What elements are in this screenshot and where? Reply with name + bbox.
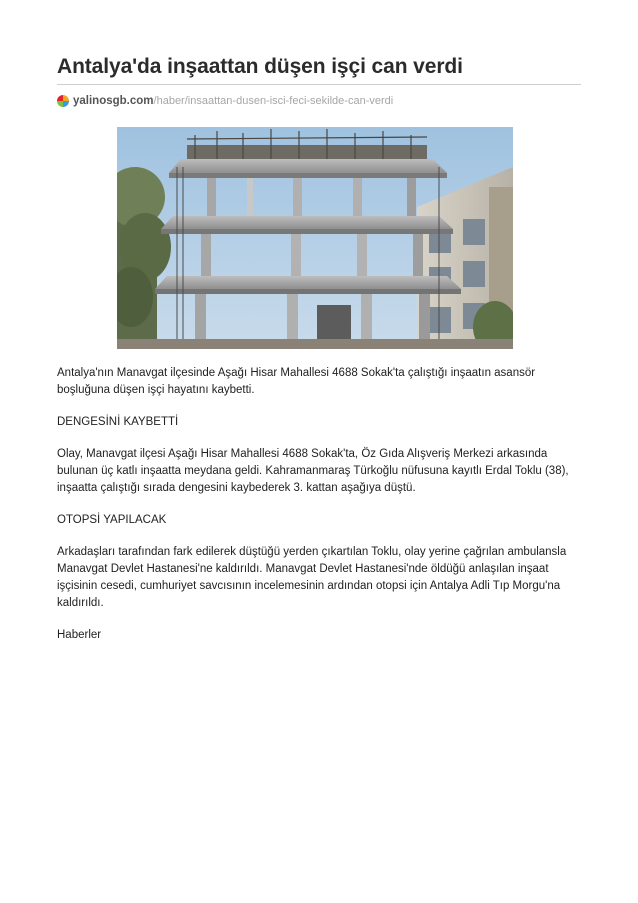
source-line [57,93,581,109]
article-title: Antalya'da inşaattan düşen işçi can verdi [57,55,463,78]
site-favicon-icon [57,95,69,107]
article-body [57,365,583,644]
category-label: Haberler [57,629,102,641]
paragraph-intro: Antalya'nın Manavgat ilçesinde Aşağı Hisar Mahallesi 4688 Sokak'ta çalıştığı inşaatın asansör boşluğuna düşen işçi hayatını kaybetti. [57,367,536,396]
source-domain-link[interactable]: yalinosgb.com [73,95,154,107]
title-divider [57,84,581,85]
source-path-link[interactable]: /haber/insaattan-dusen-isci-feci-sekilde-can-verdi [153,95,394,107]
construction-building-photo [117,127,513,349]
paragraph-incident: Olay, Manavgat ilçesi Aşağı Hisar Mahallesi 4688 Sokak'ta, Öz Gıda Alışveriş Merkezi arkasında bulunan üç katlı inşaatta meydana geldi. Kahramanmaraş Türkoğlu nüfusuna kayıtlı Erdal Toklu (38), inşaatta çalıştığı sırada dengesini kaybederek 3. kattan aşağıya düştü. [57,448,569,494]
section-heading-dengesini-kaybetti: DENGESİNİ KAYBETTİ [57,416,179,428]
section-heading-otopsi-yapilacak: OTOPSİ YAPILACAK [57,514,167,526]
paragraph-aftermath: Arkadaşları tarafından fark edilerek düştüğü yerden çıkartılan Toklu, olay yerine çağrılan ambulansla Manavgat Devlet Hastanesi'ne kaldırıldı. Manavgat Devlet Hastanesi'nde öldüğü anlaşılan inşaat işçisinin cesedi, cumhuriyet savcısının incelemesinin ardından otopsi için Antalya Adli Tıp Morgu'na kaldırıldı. [57,546,567,609]
